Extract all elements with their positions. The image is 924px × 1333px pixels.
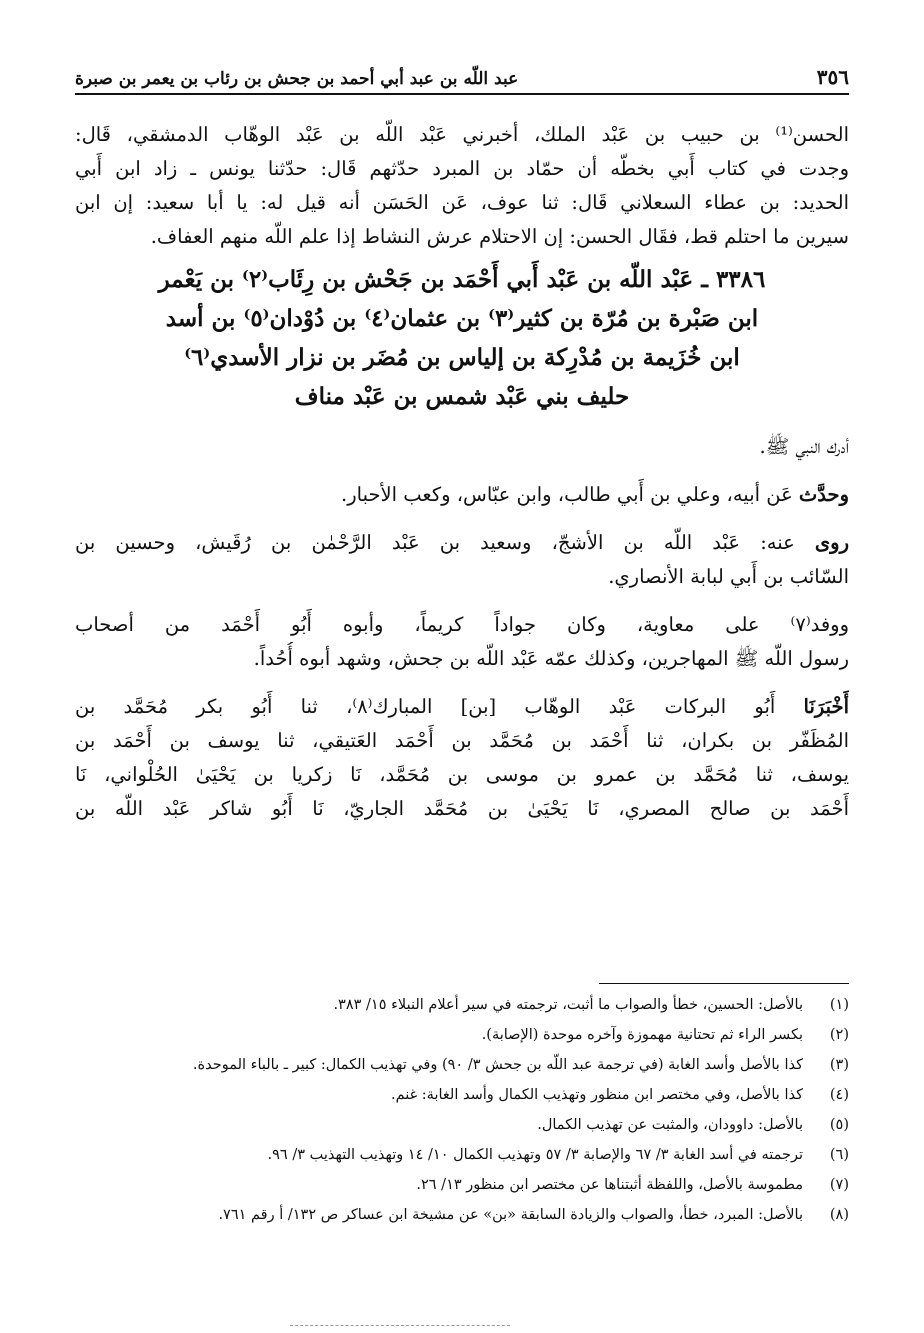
text-line: سيرين ما احتلم قط، فقَال الحسن: إن الاحتلام عرش النشاط إذا علم اللّه منهم العفاف. (150, 225, 849, 248)
footnote (75, 1170, 849, 1200)
footnote-number: (٦) (829, 1147, 849, 1163)
main-text (75, 118, 849, 826)
paragraph (75, 526, 849, 594)
paragraph (75, 430, 849, 464)
lead-word: روى (814, 531, 849, 554)
footnote-text: بالأصل: الحسين، خطأ والصواب ما أثبت، ترجمته في سير أعلام النبلاء ١٥/ ٣٨٣. (333, 997, 803, 1013)
footnote-text: بكسر الراء ثم تحتانية مهموزة وآخره موحدة (الإصابة). (481, 1027, 803, 1043)
text-line: رسول اللّه ﷺ المهاجرين، وكذلك عمّه عَبْد اللّه بن جحش، وشهد أبوه أُحُداً. (253, 647, 849, 670)
footnote-number: (٨) (829, 1207, 849, 1223)
lead-word: أَخْبَرَنَا (803, 695, 849, 718)
footnote-number: (٧) (829, 1177, 849, 1193)
text-line (75, 690, 849, 724)
paragraph (75, 690, 849, 826)
footnote-text: كذا بالأصل وأسد الغابة (في ترجمة عبد اللّه بن جحش ٣/ ٩٠) وفي تهذيب الكمال: كبير ـ بالباء الموحدة. (192, 1057, 803, 1073)
page-number: ٣٥٦ (816, 65, 849, 89)
footnote (75, 1200, 849, 1230)
text-line: أَحْمَد بن صالح المصري، نَا يَحْيَىٰ بن مُحَمَّد الجاريّ، نَا أَبُو شاكر عَبْد اللّه بن (75, 797, 849, 820)
text-line: وجدت في كتاب أَبي بخطّه أن حمّاد بن المبرد حدّثهم قَال: حدّثنا يونس ـ زاد ابن أَبي (75, 157, 849, 180)
footnote-number: (٥) (829, 1117, 849, 1133)
entry-title-line: ابن صَبْرة بن مُرّة بن كثير⁽٣⁾ بن عثمان⁽٤⁾ بن دُوْدان⁽٥⁾ بن أسد (165, 305, 759, 332)
footnote-number: (١) (829, 997, 849, 1013)
entry-title-line: ابن خُزَيمة بن مُدْرِكة بن إلياس بن مُضَر بن نزار الأسدي⁽٦⁾ (184, 344, 740, 371)
running-title: عبد اللّه بن عبد أبي أحمد بن جحش بن رئاب بن يعمر بن صبرة (75, 69, 519, 89)
text-line: الحديد: بن عطاء السعلاني قَال: ثنا عوف، عَن الحَسَن أنه قيل له: يا أبا سعيد: إن ابن (75, 191, 849, 214)
text-line: السّائب بن أَبي لبابة الأنصاري. (608, 565, 849, 588)
paragraph (75, 478, 849, 512)
footnote-text: مطموسة بالأصل، واللفظة أثبتناها عن مختصر ابن منظور ١٣/ ٢٦. (416, 1177, 803, 1193)
footnote-number: (٣) (829, 1057, 849, 1073)
entry-title-line: ٣٣٨٦ ـ عَبْد اللّه بن عَبْد أَبي أَحْمَد بن جَحْش بن رِئَاب⁽٢⁾ بن يَعْمر (158, 266, 766, 293)
running-header (75, 55, 849, 95)
footnotes (75, 990, 849, 1230)
text-line: المُظَفّر بن بكران، ثنا أَحْمَد بن مُحَمَّد بن أَحْمَد العَتيقي، ثنا يوسف بن أَحْمَد بن (75, 729, 849, 752)
footnote-text: ترجمته في أسد الغابة ٣/ ٦٧ والإصابة ٣/ ٥٧ وتهذيب الكمال ١٠/ ١٤ وتهذيب التهذيب ٣/ ٩٦. (267, 1147, 803, 1163)
text-run: عنه: عَبْد اللّه بن الأشجّ، وسعيد بن عَبْد الرَّحْمٰن بن رُقَيش، وحسين بن (75, 531, 795, 554)
text-line (75, 478, 849, 512)
entry-title-line: حليف بني عَبْد شمس بن عَبْد مناف (294, 383, 630, 410)
footnote (75, 1050, 849, 1080)
footnote-text: كذا بالأصل، وفي مختصر ابن منظور وتهذيب الكمال وأسد الغابة: غنم. (390, 1087, 803, 1103)
text-line: يوسف، ثنا مُحَمَّد بن عمرو بن موسى بن مُحَمَّد، نَا زكريا بن يَحْيَىٰ الحُلْواني، نَا (75, 763, 849, 786)
footnote (75, 1110, 849, 1140)
footnote (75, 1140, 849, 1170)
footnote-separator (599, 983, 849, 984)
text-line (75, 526, 849, 560)
page-bottom-rule (290, 1325, 510, 1329)
text-line: أدرك النبي ﷺ. (759, 435, 849, 458)
footnote-number: (٢) (829, 1027, 849, 1043)
text-line: ووفد⁽٧⁾ على معاوية، وكان جواداً كريماً، وأبوه أَبُو أَحْمَد من أصحاب (75, 613, 849, 636)
footnote-text: بالأصل: داوودان، والمثبت عن تهذيب الكمال. (537, 1117, 803, 1133)
footnote (75, 1020, 849, 1050)
entry-title (75, 260, 849, 416)
lead-word: وحدَّث (798, 483, 849, 506)
footnote-text: بالأصل: المبرد، خطأ، والصواب والزيادة السابقة «بن» عن مشيخة ابن عساكر ص ١٣٢/ أ رقم ٧٦١. (218, 1207, 803, 1223)
text-line: الحسن⁽¹⁾ بن حبيب بن عَبْد الملك، أخبرني عَبْد اللّه بن عَبْد الوهّاب الدمشقي، قَال: (75, 123, 849, 146)
text-run: عَن أبيه، وعلي بن أَبي طالب، وابن عبّاس، وكعب الأحبار. (341, 483, 793, 506)
footnote (75, 1080, 849, 1110)
footnote (75, 990, 849, 1020)
footnote-number: (٤) (829, 1087, 849, 1103)
paragraph (75, 608, 849, 676)
text-run: أَبُو البركات عَبْد الوهّاب [بن] المبارك⁽٨⁾، ثنا أَبُو بكر مُحَمَّد بن (75, 695, 776, 718)
